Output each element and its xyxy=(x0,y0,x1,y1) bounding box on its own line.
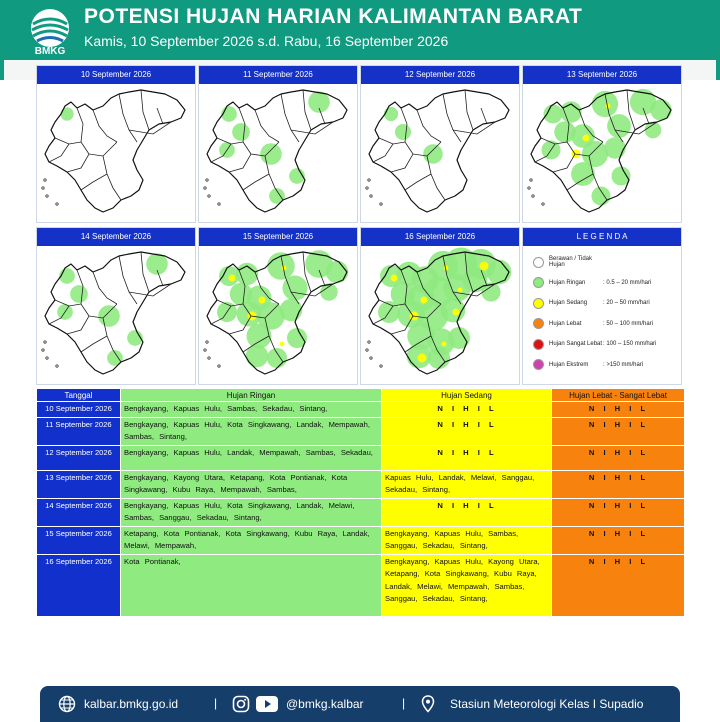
cell-date: 16 September 2026 xyxy=(37,554,121,616)
rain-area-light xyxy=(427,328,454,355)
footer-divider: | xyxy=(214,696,218,710)
legend-swatch xyxy=(533,277,544,288)
legend-range: : 0.5 – 20 mm/hari xyxy=(603,279,652,286)
island xyxy=(42,187,44,189)
cell-sedang: Kapuas Hulu, Landak, Melawi, Sanggau, Sekadau, Sintang, xyxy=(382,470,552,498)
social-handle-link[interactable]: @bmkg.kalbar xyxy=(286,697,364,711)
rain-area-light xyxy=(650,99,671,120)
island xyxy=(530,179,532,181)
table-row xyxy=(37,445,685,470)
island xyxy=(44,179,46,181)
rain-area-light xyxy=(326,261,349,284)
cell-ringan: Bengkayang, Kapuas Hulu, Sambas, Sekadau, Sintang, xyxy=(121,402,382,418)
header-tanggal: Tanggal xyxy=(37,389,121,402)
district-boundary xyxy=(303,90,311,130)
cell-lebat: N I H I L xyxy=(552,470,685,498)
cell-lebat: N I H I L xyxy=(552,526,685,554)
legend-item xyxy=(533,252,671,273)
rain-area-moderate xyxy=(453,309,460,316)
district-boundary xyxy=(255,110,279,142)
rain-area-light xyxy=(247,324,272,349)
cell-lebat: N I H I L xyxy=(552,554,685,616)
cell-date: 14 September 2026 xyxy=(37,498,121,526)
map-panel xyxy=(360,65,520,223)
rain-map xyxy=(523,84,681,222)
cell-sedang: Bengkayang, Kapuas Hulu, Kayong Utara, Ketapang, Kota Singkawang, Kubu Raya, Landak, Melawi, Mempawah, Sambas, Sanggau, Sekadau, Sintang, xyxy=(382,554,552,616)
table-row xyxy=(37,498,685,526)
island xyxy=(206,179,208,181)
legend-item xyxy=(533,314,671,335)
legend-swatch xyxy=(533,359,544,370)
page-subtitle: Kamis, 10 September 2026 s.d. Rabu, 16 September 2026 xyxy=(84,33,449,49)
district-boundary xyxy=(93,110,117,142)
footer-bar xyxy=(40,686,680,722)
legend-item xyxy=(533,334,671,355)
district-boundary xyxy=(129,122,171,134)
rain-area-light xyxy=(384,107,398,121)
island xyxy=(370,357,372,359)
island xyxy=(46,357,48,359)
table-row xyxy=(37,526,685,554)
legend-name: Hujan Ekstrem xyxy=(549,361,589,368)
page-title: POTENSI HUJAN HARIAN KALIMANTAN BARAT xyxy=(84,5,583,28)
legend-name: Hujan Ringan xyxy=(549,279,586,286)
rain-area-light xyxy=(60,107,73,120)
island xyxy=(42,349,44,351)
island xyxy=(218,365,220,367)
district-boundary xyxy=(141,252,149,292)
rain-area-light xyxy=(280,299,303,322)
legend-name: Berawan / Tidak Hujan xyxy=(549,256,593,269)
rain-area-moderate xyxy=(259,297,266,304)
edge-decoration-right xyxy=(716,60,720,80)
district-boundary xyxy=(465,90,473,130)
legend-swatch xyxy=(533,318,544,329)
map-panel-date: 16 September 2026 xyxy=(361,228,519,246)
legend-item xyxy=(533,293,671,314)
map-grid xyxy=(36,65,684,385)
island xyxy=(528,187,530,189)
legend-list xyxy=(523,246,681,381)
rain-map xyxy=(37,246,195,384)
rain-map xyxy=(37,84,195,222)
rain-area-moderate xyxy=(442,342,447,347)
header-hujan-ringan: Hujan Ringan xyxy=(121,389,382,402)
cell-ringan: Ketapang, Kota Pontianak, Kota Singkawang, Kubu Raya, Landak, Melawi, Mempawah, xyxy=(121,526,382,554)
table-row xyxy=(37,470,685,498)
header-hujan-sedang: Hujan Sedang xyxy=(382,389,552,402)
cell-lebat: N I H I L xyxy=(552,498,685,526)
globe-icon xyxy=(58,695,76,713)
table-row xyxy=(37,554,685,616)
rain-area-light xyxy=(267,348,287,368)
rain-area-light xyxy=(591,186,610,205)
district-boundary xyxy=(49,144,69,162)
district-boundary xyxy=(157,108,163,124)
map-panel-date: 15 September 2026 xyxy=(199,228,357,246)
map-panel-date: 12 September 2026 xyxy=(361,66,519,84)
cell-date: 13 September 2026 xyxy=(37,470,121,498)
cell-sedang: N I H I L xyxy=(382,402,552,418)
island xyxy=(46,195,48,197)
cell-date: 12 September 2026 xyxy=(37,445,121,470)
cell-ringan: Bengkayang, Kapuas Hulu, Kota Singkawang, Landak, Mempawah, Sambas, Sintang, xyxy=(121,417,382,445)
island xyxy=(380,365,382,367)
rain-area-light xyxy=(423,144,443,164)
legend-name: Hujan Sangat Lebat xyxy=(549,341,603,348)
cell-date: 10 September 2026 xyxy=(37,402,121,418)
cell-sedang: N I H I L xyxy=(382,417,552,445)
island xyxy=(56,203,58,205)
legend-name: Hujan Sedang xyxy=(549,300,588,307)
footer-divider: | xyxy=(402,696,406,710)
station-name: Stasiun Meteorologi Kelas I Supadio xyxy=(450,697,644,711)
rain-area-moderate xyxy=(229,275,236,282)
district-boundary xyxy=(93,272,117,304)
district-boundary xyxy=(81,174,107,190)
logo-text: BMKG xyxy=(34,46,66,57)
island xyxy=(204,187,206,189)
rain-area-light xyxy=(571,124,595,148)
cell-ringan: Bengkayang, Kapuas Hulu, Landak, Mempawah, Sambas, Sekadau, xyxy=(121,445,382,470)
map-panel-date: 14 September 2026 xyxy=(37,228,195,246)
district-boundary xyxy=(103,156,121,200)
legend-range: : 50 – 100 mm/hari xyxy=(603,320,654,327)
island xyxy=(206,341,208,343)
cell-date: 15 September 2026 xyxy=(37,526,121,554)
island xyxy=(56,365,58,367)
rain-map xyxy=(199,246,357,384)
map-panel-date: 10 September 2026 xyxy=(37,66,195,84)
island xyxy=(204,349,206,351)
legend-swatch xyxy=(533,257,544,268)
cell-ringan: Bengkayang, Kayong Utara, Ketapang, Kota Pontianak, Kota Singkawang, Kubu Raya, Mempawah, Sambas, xyxy=(121,470,382,498)
district-boundary xyxy=(243,174,269,190)
rain-area-moderate xyxy=(421,297,428,304)
island xyxy=(44,341,46,343)
rain-area-moderate xyxy=(391,275,398,282)
island xyxy=(218,203,220,205)
website-link[interactable]: kalbar.bmkg.go.id xyxy=(84,697,179,711)
district-boundary xyxy=(281,94,299,142)
district-boundary xyxy=(453,122,495,134)
district-boundary xyxy=(55,138,81,144)
cell-lebat: N I H I L xyxy=(552,417,685,445)
map-panel-date: 13 September 2026 xyxy=(523,66,681,84)
district-boundary xyxy=(405,174,431,190)
island xyxy=(208,195,210,197)
map-panel xyxy=(198,65,358,223)
island xyxy=(366,349,368,351)
cell-ringan: Kota Pontianak, xyxy=(121,554,382,616)
rain-map xyxy=(361,84,519,222)
district-boundary xyxy=(81,336,107,352)
legend-swatch xyxy=(533,339,544,350)
island xyxy=(542,203,544,205)
island xyxy=(380,203,382,205)
map-panel xyxy=(522,65,682,223)
cell-sedang: N I H I L xyxy=(382,498,552,526)
legend-range: : >150 mm/hari xyxy=(603,361,644,368)
island xyxy=(208,357,210,359)
legend-range: : 20 – 50 mm/hari xyxy=(603,300,650,307)
rain-area-moderate xyxy=(458,288,463,293)
rain-area-moderate xyxy=(280,342,285,347)
table-header-row xyxy=(37,389,685,402)
map-panel-date: 11 September 2026 xyxy=(199,66,357,84)
header-bar xyxy=(0,0,720,60)
district-boundary xyxy=(77,108,89,154)
legend-panel xyxy=(522,227,682,385)
table-row xyxy=(37,417,685,445)
youtube-icon[interactable] xyxy=(256,696,278,712)
cell-lebat: N I H I L xyxy=(552,445,685,470)
rain-area-light xyxy=(260,143,282,165)
map-panel xyxy=(198,227,358,385)
rain-area-light xyxy=(70,285,88,303)
island xyxy=(370,195,372,197)
map-panel xyxy=(36,65,196,223)
island xyxy=(532,195,534,197)
rain-area-light xyxy=(98,305,120,327)
location-pin-icon xyxy=(421,695,435,713)
map-panel xyxy=(360,227,520,385)
rain-area-light xyxy=(232,123,250,141)
legend-title: L E G E N D A xyxy=(523,228,681,246)
district-boundary xyxy=(291,122,333,134)
rain-area-moderate xyxy=(418,354,427,363)
cell-sedang: Bengkayang, Kapuas Hulu, Sambas, Sanggau, Sekadau, Sintang, xyxy=(382,526,552,554)
cell-date: 11 September 2026 xyxy=(37,417,121,445)
district-boundary xyxy=(417,110,441,142)
header-hujan-lebat: Hujan Lebat - Sangat Lebat xyxy=(552,389,685,402)
map-panel xyxy=(36,227,196,385)
district-boundary xyxy=(67,142,117,172)
table-row xyxy=(37,402,685,418)
district-boundary xyxy=(129,284,171,296)
island xyxy=(366,187,368,189)
legend-swatch xyxy=(533,298,544,309)
island xyxy=(368,179,370,181)
legend-name: Hujan Lebat xyxy=(549,320,582,327)
district-boundary xyxy=(141,90,149,130)
rain-table xyxy=(36,388,685,617)
district-boundary xyxy=(481,108,487,124)
rain-area-light xyxy=(487,260,512,285)
district-boundary xyxy=(119,256,137,304)
cell-ringan: Bengkayang, Kapuas Hulu, Kota Singkawang, Landak, Melawi, Sambas, Sanggau, Sekadau, Sintang, xyxy=(121,498,382,526)
legend-item xyxy=(533,355,671,376)
district-boundary xyxy=(373,144,393,162)
edge-decoration-left xyxy=(0,60,4,80)
rain-area-light xyxy=(395,124,411,140)
rain-map xyxy=(361,246,519,384)
island xyxy=(368,341,370,343)
cell-lebat: N I H I L xyxy=(552,402,685,418)
rain-area-moderate xyxy=(583,135,590,142)
rain-map xyxy=(199,84,357,222)
rain-area-light xyxy=(604,137,625,158)
rain-area-moderate xyxy=(480,262,489,271)
instagram-icon[interactable] xyxy=(232,695,250,713)
legend-range: : 100 – 150 mm/hari xyxy=(603,341,657,348)
district-boundary xyxy=(443,94,461,142)
district-boundary xyxy=(119,94,137,142)
cell-sedang: N I H I L xyxy=(382,445,552,470)
legend-item xyxy=(533,273,671,294)
